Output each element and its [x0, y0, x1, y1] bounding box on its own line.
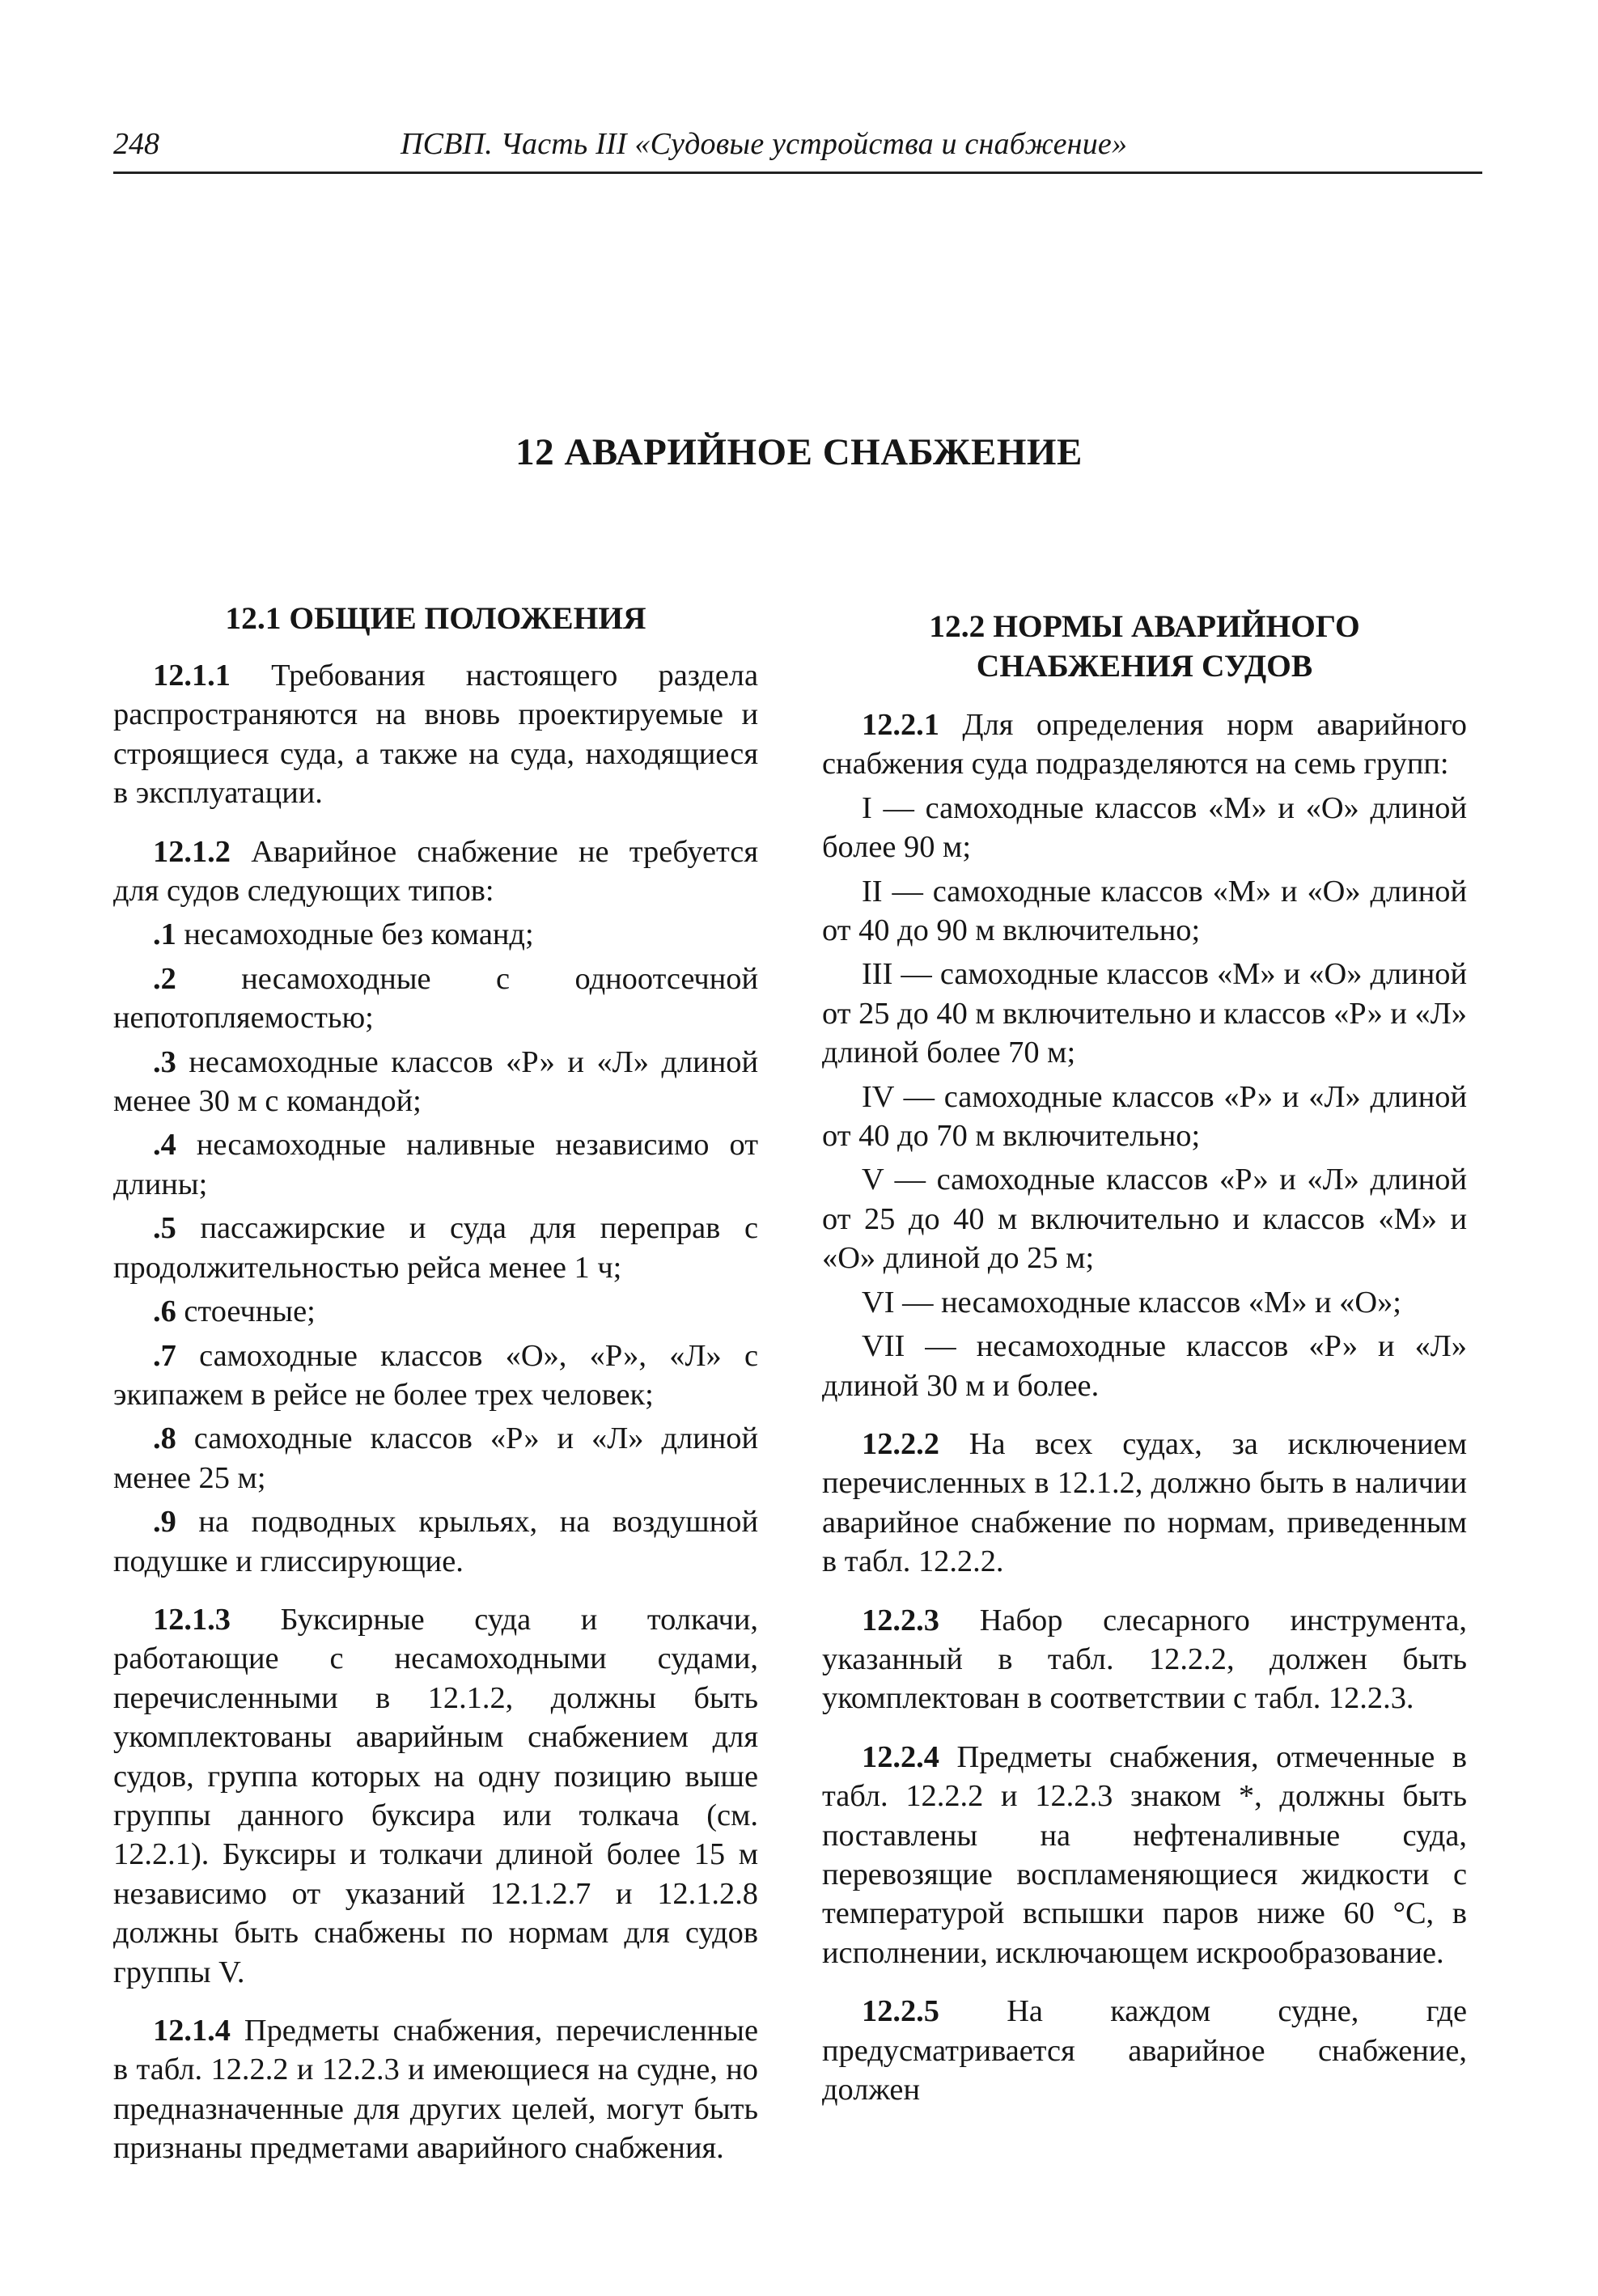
group-item-2: II — самоходные классов «М» и «О» длиной от 40 до 90 м включительно; — [822, 874, 1467, 948]
paragraph-12-2-4 — [822, 1738, 1467, 1972]
list-item-4 — [113, 1125, 758, 1204]
list-item-1 — [113, 915, 758, 954]
paragraph-number: 12.2.5 — [862, 1994, 939, 2029]
paragraph-number: 12.2.2 — [862, 1426, 939, 1461]
paragraph-text: Набор слесарного инструмента, указанный в табл. 12.2.2, должен быть укомплектован в соответствии с табл. 12.2.3. — [822, 1603, 1467, 1716]
list-item-text: несамоходные без команд; — [176, 917, 534, 952]
section-title-line: 12.2 НОРМЫ АВАРИЙНОГО — [929, 608, 1360, 644]
list-item-7 — [113, 1337, 758, 1415]
list-item-6 — [113, 1292, 758, 1331]
paragraph-12-1-3 — [113, 1600, 758, 1992]
list-item-number: .8 — [153, 1421, 176, 1456]
paragraph-12-2-1 — [822, 705, 1467, 784]
list-item-number: .4 — [153, 1128, 176, 1163]
list-item-number: .6 — [153, 1294, 176, 1329]
paragraph-text: Для определения норм аварийного снабжения суда подразделяются на семь групп: — [822, 708, 1467, 782]
paragraph-12-2-5 — [822, 1992, 1467, 2109]
group-item-1: I — самоходные классов «М» и «О» длиной более 90 м; — [822, 790, 1467, 865]
section-title-line: СНАБЖЕНИЯ СУДОВ — [976, 648, 1313, 684]
list-item-number: .3 — [153, 1044, 176, 1079]
list-item-5 — [113, 1209, 758, 1287]
running-title: ПСВП. Часть III «Судовые устройства и снабжение» — [401, 127, 1128, 161]
paragraph-12-1-1 — [113, 656, 758, 813]
list-item-number: .5 — [153, 1211, 176, 1246]
paragraph-number: 12.2.1 — [862, 708, 939, 742]
paragraph-text: Аварийное снабжение не требуется для судов следующих типов: — [113, 834, 758, 909]
group-item-4: IV — самоходные классов «Р» и «Л» длиной от 40 до 70 м включительно; — [822, 1079, 1467, 1154]
paragraph-number: 12.1.2 — [153, 834, 231, 869]
list-item-9 — [113, 1502, 758, 1581]
paragraph-12-2-3 — [822, 1601, 1467, 1718]
list-item-text: несамоходные с одноотсечной непотопляемостью; — [113, 961, 758, 1036]
list-item-text: несамоходные классов «Р» и «Л» длиной менее 30 м с командой; — [113, 1044, 758, 1119]
running-header — [113, 121, 1482, 174]
paragraph-text: На всех судах, за исключением перечисленных в 12.1.2, должно быть в наличии аварийное снабжение по нормам, приведенным в табл. 12.2.2. — [822, 1426, 1467, 1579]
paragraph-12-1-2 — [113, 832, 758, 911]
list-item-number: .7 — [153, 1338, 176, 1373]
list-item-text: самоходные классов «О», «Р», «Л» с экипажем в рейсе не более трех человек; — [113, 1338, 758, 1412]
paragraph-text: Буксирные суда и толкачи, работающие с несамоходными судами, перечисленными в 12.1.2, должны быть укомплектованы аварийным снабжением для судов, группа которых на одну позицию выше группы данного буксира или толкача (см. 12.2.1). Буксиры и толкачи длиной более 15 м независимо от указаний 12.1.2.7 и 12.1.2.8 должны быть снабжены по нормам для судов группы V. — [113, 1602, 758, 1989]
group-item-3: III — самоходные классов «М» и «О» длиной от 25 до 40 м включительно и классов «Р» и «Л» длиной более 70 м; — [822, 957, 1467, 1070]
left-column — [113, 599, 758, 2168]
list-item-number: .9 — [153, 1505, 176, 1540]
paragraph-text: На каждом судне, где предусматривается аварийное снабжение, должен — [822, 1994, 1467, 2107]
list-item-text: стоечные; — [176, 1294, 316, 1329]
paragraph-number: 12.1.4 — [153, 2014, 231, 2048]
paragraph-12-1-4 — [113, 2011, 758, 2168]
right-column — [822, 599, 1467, 2109]
paragraph-number: 12.1.3 — [153, 1602, 231, 1637]
paragraph-12-2-2 — [822, 1425, 1467, 1582]
chapter-title: 12 АВАРИЙНОЕ СНАБЖЕНИЕ — [515, 431, 1083, 473]
paragraph-text: Требования настоящего раздела распространяются на вновь проектируемые и строящиеся суда, а также на суда, находящиеся в эксплуатации. — [113, 659, 758, 811]
list-item-text: несамоходные наливные независимо от длины; — [113, 1128, 758, 1201]
paragraph-number: 12.2.3 — [862, 1603, 939, 1637]
group-item-6: VI — несамоходные классов «М» и «О»; — [862, 1285, 1401, 1320]
list-item-text: самоходные классов «Р» и «Л» длиной менее 25 м; — [113, 1421, 758, 1495]
group-item-7: VII — несамоходные классов «Р» и «Л» длиной 30 м и более. — [822, 1329, 1467, 1403]
section-title-12-1: 12.1 ОБЩИЕ ПОЛОЖЕНИЯ — [225, 600, 646, 636]
list-item-text: пассажирские и суда для переправ с продолжительностью рейса менее 1 ч; — [113, 1211, 758, 1285]
paragraph-text: Предметы снабжения, отмеченные в табл. 12.2.2 и 12.2.3 знаком *, должны быть поставлены на нефтеналивные суда, перевозящие воспламеняющиеся жидкости с температурой вспышки паров ниже 60 °С, в исполнении, исключающем искрообразование. — [822, 1739, 1467, 1970]
paragraph-number: 12.2.4 — [862, 1739, 939, 1774]
list-item-number: .1 — [153, 917, 176, 952]
list-item-2 — [113, 959, 758, 1038]
list-item-text: на подводных крыльях, на воздушной подушке и глиссирующие. — [113, 1505, 758, 1578]
paragraph-number: 12.1.1 — [153, 659, 231, 693]
paragraph-text: Предметы снабжения, перечисленные в табл. 12.2.2 и 12.2.3 и имеющиеся на судне, но предназначенные для других целей, могут быть признаны предметами аварийного снабжения. — [113, 2014, 758, 2166]
list-item-3 — [113, 1043, 758, 1121]
list-item-8 — [113, 1419, 758, 1497]
list-item-number: .2 — [153, 961, 176, 996]
page-number: 248 — [113, 127, 159, 161]
section-title-12-2 — [822, 607, 1467, 686]
group-item-5: V — самоходные классов «Р» и «Л» длиной от 25 до 40 м включительно и классов «М» и «О» длиной до 25 м; — [822, 1163, 1467, 1276]
